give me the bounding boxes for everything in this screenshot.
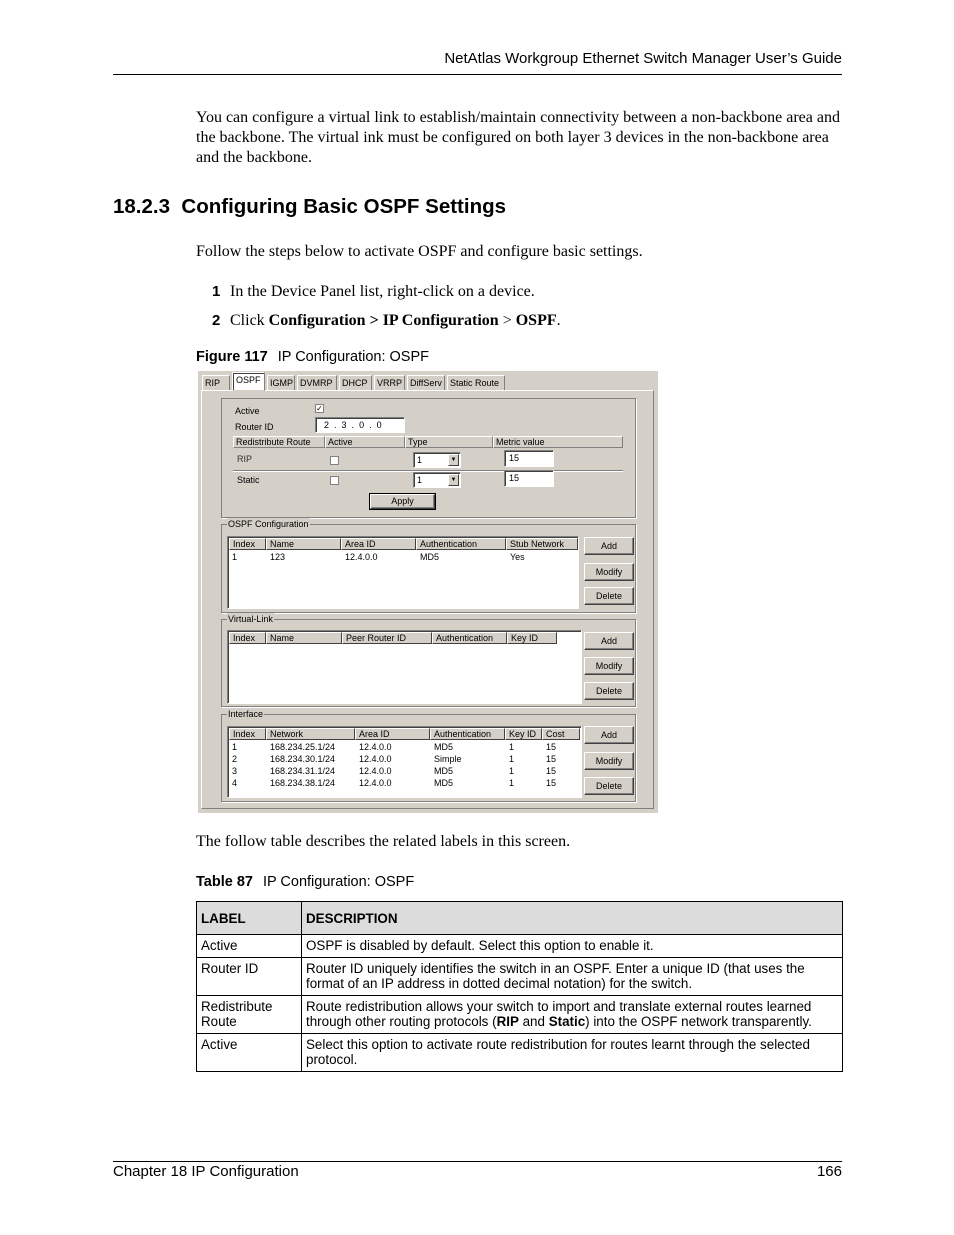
footer-chapter: Chapter 18 IP Configuration: [113, 1163, 299, 1180]
basic-settings-group: [221, 398, 636, 518]
active-label: Active: [235, 406, 260, 416]
cell-area-id: 12.4.0.0: [359, 754, 392, 764]
redistribute-rip-type-select[interactable]: [413, 452, 461, 468]
ospf-config-window: [198, 371, 658, 813]
running-header: [113, 50, 842, 75]
cell-key-id: 1: [509, 754, 515, 764]
col-authentication[interactable]: Authentication: [432, 632, 507, 644]
cell-area-id: 12.4.0.0: [359, 778, 392, 788]
row-label: Redistribute Route: [197, 996, 302, 1034]
desc-bold-static: Static: [548, 1014, 586, 1029]
router-id-octet-2: 3: [341, 420, 347, 430]
redistribute-active-header: Active: [325, 436, 405, 448]
desc-text-mid: and: [518, 1014, 549, 1029]
table-row: [197, 935, 843, 958]
col-network[interactable]: Network: [266, 728, 355, 740]
table-row: [197, 996, 843, 1034]
tab-ospf[interactable]: OSPF: [232, 372, 265, 391]
row-description: [302, 996, 843, 1034]
tab-dvmrp[interactable]: DVMRP: [297, 375, 337, 390]
row-description: Router ID uniquely identifies the switch in an OSPF. Enter a unique ID (that uses the format of an IP address in dotted decimal notation) for the switch.: [302, 958, 843, 996]
section-number: 18.2.3: [113, 195, 170, 218]
col-index[interactable]: Index: [229, 538, 266, 550]
col-name[interactable]: Name: [266, 538, 341, 550]
step-text-pre: Click: [230, 312, 269, 329]
redistribute-static-type-select[interactable]: [413, 472, 461, 488]
redistribute-rip-metric-input[interactable]: 15: [504, 450, 554, 467]
col-peer-router-id[interactable]: Peer Router ID: [342, 632, 432, 644]
cell-cost: 15: [546, 766, 557, 776]
router-id-octet-1: 2: [324, 420, 330, 430]
row-label: Active: [197, 935, 302, 958]
cell-key-id: 1: [509, 742, 515, 752]
col-stub-network[interactable]: Stub Network: [506, 538, 578, 550]
cell-area-id: 12.4.0.0: [359, 766, 392, 776]
cell-index: 1: [232, 552, 238, 562]
redistribute-route-header: Redistribute Route: [233, 436, 325, 448]
apply-button[interactable]: Apply: [370, 494, 435, 509]
label-description-table: [196, 901, 843, 1072]
router-id-octet-3: 0: [359, 420, 365, 430]
intro-paragraph: You can configure a virtual link to establish/maintain connectivity between a non-backbone area and the backbone. The virtual ink must be configured on both layer 3 devices in the non-backbone area and the backbone.: [196, 109, 840, 166]
step-bold-ospf: OSPF: [515, 312, 557, 329]
redistribute-static-metric-input[interactable]: 15: [504, 470, 554, 487]
cell-key-id: 1: [509, 766, 515, 776]
cell-authentication: Simple: [434, 754, 462, 764]
col-index[interactable]: Index: [229, 632, 266, 644]
col-area-id[interactable]: Area ID: [355, 728, 430, 740]
cell-area-id: 12.4.0.0: [359, 742, 392, 752]
cell-stub-network: Yes: [510, 552, 525, 562]
step-1: [212, 283, 535, 301]
cell-network: 168.234.31.1/24: [270, 766, 336, 776]
virtual-link-list[interactable]: [227, 630, 582, 704]
cell-cost: 15: [546, 742, 557, 752]
step-text-mid: >: [498, 312, 516, 329]
section-heading: [113, 195, 506, 219]
col-authentication[interactable]: Authentication: [430, 728, 505, 740]
router-id-label: Router ID: [235, 422, 274, 432]
figure-caption: [196, 349, 429, 365]
step-text-post: .: [556, 312, 561, 329]
cell-name: 123: [270, 552, 286, 562]
tab-igmp[interactable]: IGMP: [267, 375, 295, 390]
tab-diffserv[interactable]: DiffServ: [407, 375, 445, 390]
header-title: NetAtlas Workgroup Ethernet Switch Manager User’s Guide: [444, 50, 842, 67]
col-index[interactable]: Index: [229, 728, 266, 740]
virtual-link-delete-button[interactable]: Delete: [584, 682, 634, 700]
step-number: 2: [212, 312, 221, 329]
desc-bold-rip: RIP: [496, 1014, 519, 1029]
ospf-configuration-group: [221, 519, 636, 613]
virtual-link-add-button[interactable]: Add: [584, 632, 634, 650]
step-bold-path: Configuration > IP Configuration: [268, 312, 499, 329]
interface-group: [221, 709, 636, 802]
cell-area-id: 12.4.0.0: [345, 552, 378, 562]
interface-list[interactable]: [227, 726, 582, 798]
tab-dhcp[interactable]: DHCP: [339, 375, 372, 390]
desc-text-post: ) into the OSPF network transparently.: [585, 1014, 812, 1029]
check-icon: ✓: [316, 404, 323, 413]
section-title: Configuring Basic OSPF Settings: [181, 195, 507, 218]
row-label: Active: [197, 1034, 302, 1072]
ospf-area-list[interactable]: [227, 536, 579, 609]
col-name[interactable]: Name: [266, 632, 342, 644]
cell-key-id: 1: [509, 778, 515, 788]
redistribute-rip-type-value: 1: [417, 455, 423, 465]
interface-add-button[interactable]: Add: [584, 726, 634, 744]
tab-vrrp[interactable]: VRRP: [374, 375, 405, 390]
redistribute-type-header: Type: [405, 436, 493, 448]
col-area-id[interactable]: Area ID: [341, 538, 416, 550]
router-id-input[interactable]: 2 . 3 . 0 . 0: [315, 417, 405, 433]
dropdown-arrow-icon[interactable]: ▼: [448, 454, 459, 466]
col-key-id[interactable]: Key ID: [505, 728, 542, 740]
cell-index: 3: [232, 766, 238, 776]
ospf-panel: [201, 390, 654, 809]
ospf-active-checkbox[interactable]: [315, 404, 324, 413]
virtual-link-group: [221, 614, 636, 707]
step-2: [212, 312, 561, 330]
interface-title: Interface: [228, 709, 264, 719]
figure-label: Figure 117: [196, 349, 268, 365]
interface-delete-button[interactable]: Delete: [584, 777, 634, 795]
virtual-link-modify-button[interactable]: Modify: [584, 657, 634, 675]
desc-text-pre: Route redistribution allows your switch to import and translate external routes learned through other routing protocols (: [306, 999, 812, 1029]
follow-steps-text: Follow the steps below to activate OSPF and configure basic settings.: [196, 243, 643, 260]
cell-authentication: MD5: [420, 552, 440, 562]
cell-authentication: MD5: [434, 778, 454, 788]
ospf-modify-button[interactable]: Modify: [584, 563, 634, 581]
col-authentication[interactable]: Authentication: [416, 538, 506, 550]
page-footer: [113, 1161, 842, 1180]
redistribute-static-checkbox[interactable]: [330, 476, 339, 485]
cell-authentication: MD5: [434, 742, 454, 752]
table-intro-text: The follow table describes the related labels in this screen.: [196, 833, 571, 850]
cell-index: 1: [232, 742, 238, 752]
cell-authentication: MD5: [434, 766, 454, 776]
table-title: IP Configuration: OSPF: [262, 874, 415, 890]
dropdown-arrow-icon[interactable]: ▼: [448, 474, 459, 486]
ospf-delete-button[interactable]: Delete: [584, 587, 634, 605]
interface-modify-button[interactable]: Modify: [584, 752, 634, 770]
row-description: OSPF is disabled by default. Select this option to enable it.: [302, 935, 843, 958]
tab-rip[interactable]: RIP: [202, 375, 230, 390]
cell-network: 168.234.25.1/24: [270, 742, 336, 752]
header-label: LABEL: [197, 902, 302, 935]
step-text: In the Device Panel list, right-click on a device.: [230, 283, 535, 300]
cell-index: 4: [232, 778, 238, 788]
step-number: 1: [212, 283, 221, 300]
header-description: DESCRIPTION: [302, 902, 843, 935]
cell-cost: 15: [546, 754, 557, 764]
redistribute-rip-checkbox[interactable]: [330, 456, 339, 465]
redistribute-static-label: Static: [237, 475, 260, 485]
page-number: 166: [816, 1163, 842, 1180]
ospf-add-button[interactable]: Add: [584, 537, 634, 555]
row-label: Router ID: [197, 958, 302, 996]
table-caption: [196, 874, 414, 890]
col-key-id[interactable]: Key ID: [507, 632, 557, 644]
cell-network: 168.234.38.1/24: [270, 778, 336, 788]
table-row: [197, 958, 843, 996]
table-header-row: [197, 902, 843, 935]
cell-index: 2: [232, 754, 238, 764]
ospf-configuration-title: OSPF Configuration: [228, 519, 309, 529]
col-cost[interactable]: Cost: [542, 728, 580, 740]
tab-static-route[interactable]: Static Route: [447, 375, 505, 390]
redistribute-static-type-value: 1: [417, 475, 423, 485]
cell-cost: 15: [546, 778, 557, 788]
virtual-link-title: Virtual-Link: [228, 614, 273, 624]
figure-title: IP Configuration: OSPF: [277, 349, 429, 365]
table-row: [197, 1034, 843, 1072]
cell-network: 168.234.30.1/24: [270, 754, 336, 764]
redistribute-metric-header: Metric value: [493, 436, 623, 448]
row-description: Select this option to activate route redistribution for routes learnt through the selected protocol.: [302, 1034, 843, 1072]
redistribute-rip-label: RIP: [237, 454, 253, 464]
router-id-octet-4: 0: [376, 420, 382, 430]
table-label: Table 87: [196, 874, 253, 890]
